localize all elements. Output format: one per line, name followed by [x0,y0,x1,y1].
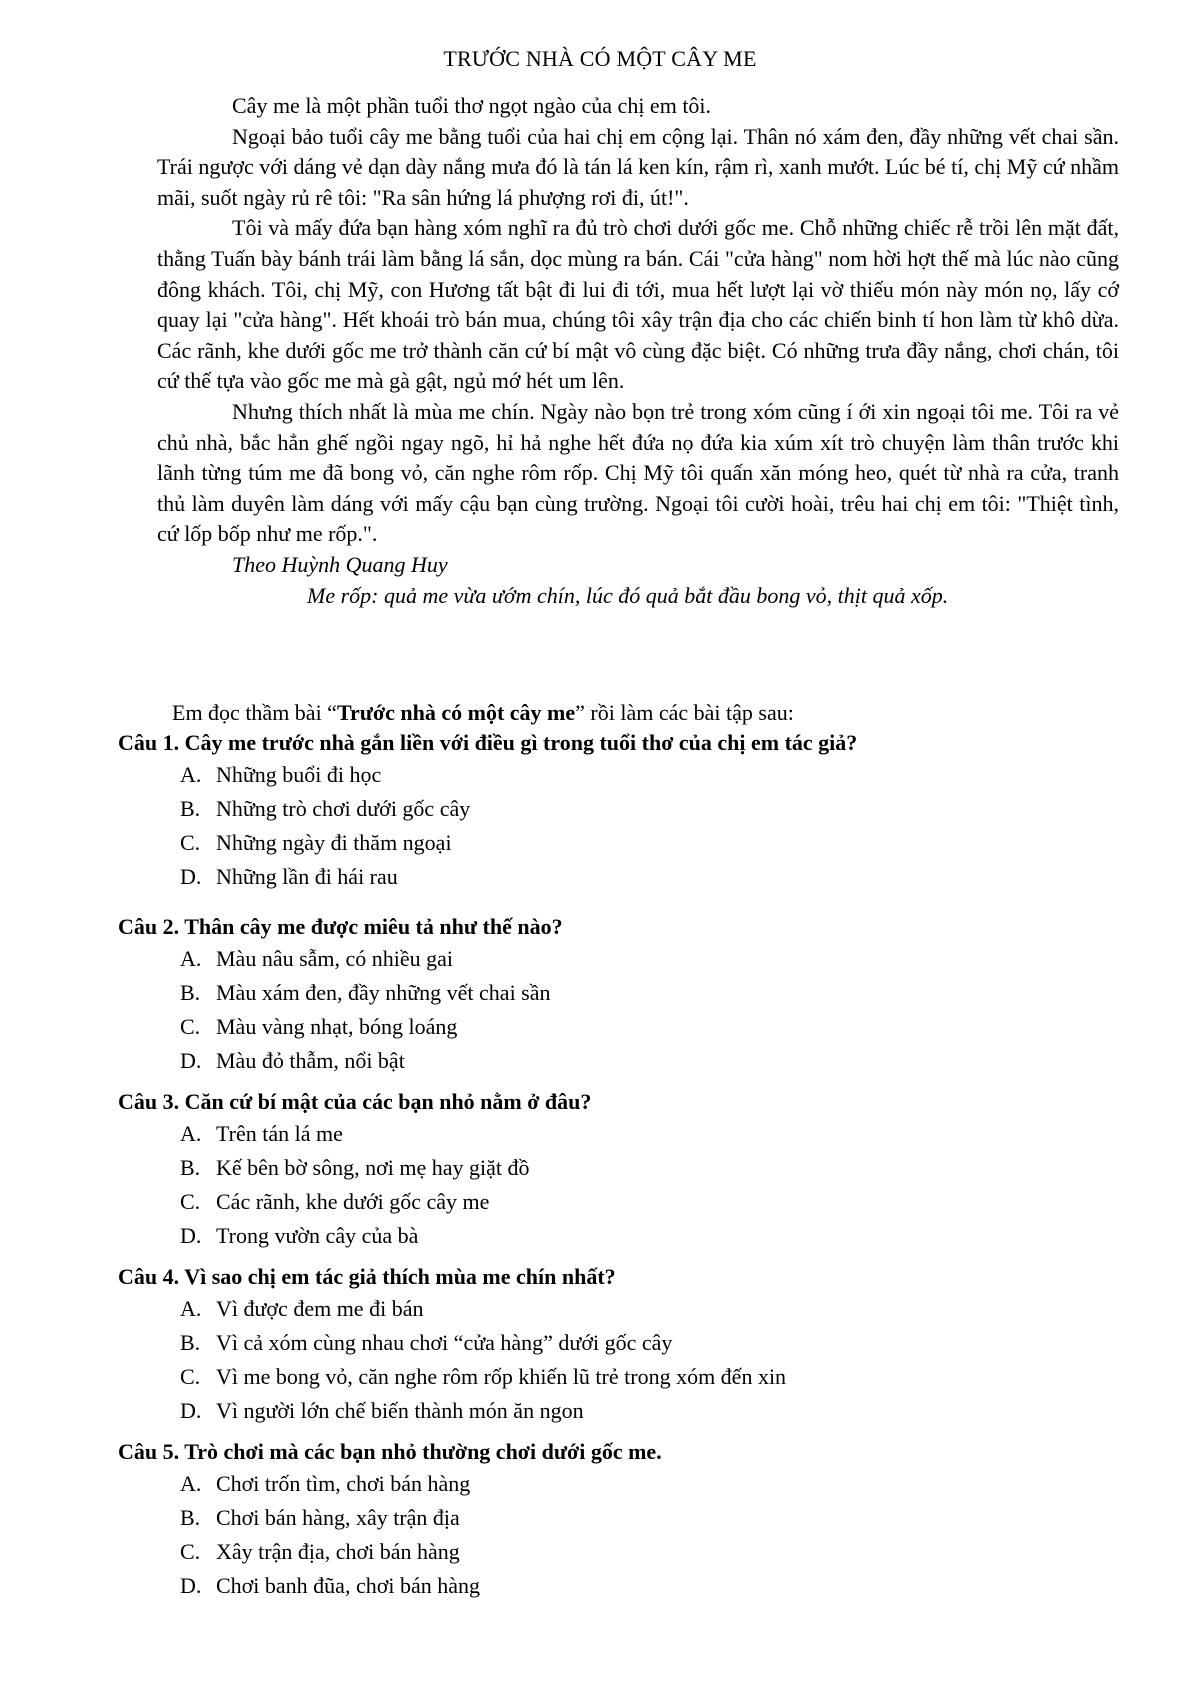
document-title: TRƯỚC NHÀ CÓ MỘT CÂY ME [443,46,757,71]
intro-prefix: Em đọc thầm bài “ [172,700,337,725]
option-letter: A. [180,762,202,787]
option-letter: C. [180,1539,201,1564]
answer-option[interactable] [118,1044,563,1078]
option-text: Màu nâu sẫm, có nhiều gai [216,946,454,971]
option-letter: C. [180,830,201,855]
option-text: Chơi trốn tìm, chơi bán hàng [216,1471,471,1496]
option-letter: D. [180,864,202,889]
option-text: Vì người lớn chế biến thành món ăn ngon [216,1398,584,1423]
answer-option[interactable] [118,1360,786,1394]
option-text: Những trò chơi dưới gốc cây [216,796,471,821]
answer-option[interactable] [118,1117,591,1151]
option-text: Vì me bong vỏ, căn nghe rôm rốp khiến lũ trẻ trong xóm đến xin [216,1364,787,1389]
option-letter: C. [180,1189,201,1214]
option-letter: D. [180,1048,202,1073]
option-text: Màu xám đen, đầy những vết chai sần [216,980,551,1005]
intro-title: Trước nhà có một cây me [336,700,576,725]
passage-attribution: Theo Huỳnh Quang Huy [232,551,448,577]
question-text: Câu 5. Trò chơi mà các bạn nhỏ thường chơi dưới gốc me. [118,1439,662,1464]
answer-option[interactable] [118,1185,591,1219]
intro-suffix: ” rồi làm các bài tập sau: [575,700,794,725]
option-text: Những buổi đi học [216,762,382,787]
answer-option[interactable] [118,792,857,826]
question-text: Câu 1. Cây me trước nhà gắn liền với điều gì trong tuổi thơ của chị em tác giả? [118,730,858,755]
option-letter: B. [180,1155,201,1180]
question-2 [118,912,563,1078]
option-text: Chơi bán hàng, xây trận địa [216,1505,460,1530]
option-letter: C. [180,1364,201,1389]
option-letter: D. [180,1223,202,1248]
option-text: Màu đỏ thẫm, nổi bật [216,1048,405,1073]
question-4 [118,1262,786,1428]
answer-option[interactable] [118,1151,591,1185]
option-text: Xây trận địa, chơi bán hàng [216,1539,460,1564]
question-1 [118,728,857,894]
option-text: Vì được đem me đi bán [216,1296,424,1321]
question-text: Câu 3. Căn cứ bí mật của các bạn nhỏ nằm ở đâu? [118,1089,592,1114]
passage-paragraph: Cây me là một phần tuổi thơ ngọt ngào của chị em tôi. [232,93,712,118]
answer-option[interactable] [118,1467,662,1501]
answer-option[interactable] [118,942,563,976]
option-letter: C. [180,1014,201,1039]
option-letter: A. [180,1296,202,1321]
passage-footnote: Me rốp: quả me vừa ướm chín, lúc đó quả bắt đầu bong vỏ, thịt quả xốp. [307,582,949,608]
option-text: Vì cả xóm cùng nhau chơi “cửa hàng” dưới gốc cây [216,1330,673,1355]
reading-passage [157,91,1119,611]
answer-option[interactable] [118,1010,563,1044]
answer-option[interactable] [118,826,857,860]
option-letter: B. [180,980,201,1005]
option-letter: D. [180,1573,202,1598]
option-text: Trên tán lá me [216,1121,343,1146]
option-letter: A. [180,1471,202,1496]
option-letter: A. [180,946,202,971]
passage-paragraph: Ngoại bảo tuổi cây me bằng tuổi của hai chị em cộng lại. Thân nó xám đen, đầy những vết chai sần. Trái ngược với dáng vẻ dạn dày nắng mưa đó là tán lá ken kín, rậm rì, xanh mướt. Lúc bé tí, chị Mỹ cứ nhầm mãi, suốt ngày rủ rê tôi: "Ra sân hứng lá phượng rơi đi, út!". [157,123,1119,210]
question-3 [118,1087,591,1253]
passage-paragraph: Nhưng thích nhất là mùa me chín. Ngày nào bọn trẻ trong xóm cũng í ới xin ngoại tôi me. Tôi ra vẻ chủ nhà, bắc hẳn ghế ngồi ngay ngõ, hỉ hả nghe hết đứa nọ đứa kia xúm xít trò chuyện làm thân trước khi lãnh từng túm me đã bong vỏ, căn nghe rôm rốp. Chị Mỹ tôi quấn xăn móng heo, quét từ nhà ra cửa, tranh thủ làm duyên làm dáng với mấy cậu bạn cùng trường. Ngoại tôi cười hoài, trêu hai chị em tôi: "Thiệt tình, cứ lốp bốp như me rốp.". [157,398,1119,547]
answer-option[interactable] [118,1394,786,1428]
answer-option[interactable] [118,1535,662,1569]
option-letter: B. [180,796,201,821]
question-text: Câu 2. Thân cây me được miêu tả như thế nào? [118,914,563,939]
answer-option[interactable] [118,1292,786,1326]
option-text: Kế bên bờ sông, nơi mẹ hay giặt đồ [216,1155,530,1180]
exercise-intro [172,698,794,728]
option-text: Các rãnh, khe dưới gốc cây me [216,1189,490,1214]
option-text: Màu vàng nhạt, bóng loáng [216,1014,458,1039]
option-letter: B. [180,1505,201,1530]
answer-option[interactable] [118,1219,591,1253]
answer-option[interactable] [118,860,857,894]
answer-option[interactable] [118,1569,662,1603]
option-letter: A. [180,1121,202,1146]
answer-option[interactable] [118,1501,662,1535]
passage-paragraph: Tôi và mấy đứa bạn hàng xóm nghĩ ra đủ trò chơi dưới gốc me. Chỗ những chiếc rễ trồi lên mặt đất, thằng Tuấn bày bánh trái làm bằng lá sắn, dọc mùng ra bán. Cái "cửa hàng" nom hời hợt thế mà lúc nào cũng đông khách. Tôi, chị Mỹ, con Hương tất bật đi lui đi tới, mua hết lượt lại vờ thiếu món này món nọ, lấy cớ quay lại "cửa hàng". Hết khoái trò bán mua, chúng tôi xây trận địa cho các chiến binh tí hon làm từ khô dừa. Các rãnh, khe dưới gốc me trở thành căn cứ bí mật vô cùng đặc biệt. Có những trưa đầy nắng, chơi chán, tôi cứ thế tựa vào gốc me mà gà gật, ngủ mớ hét um lên. [157,215,1119,394]
option-text: Trong vườn cây của bà [216,1223,419,1248]
answer-option[interactable] [118,1326,786,1360]
answer-option[interactable] [118,758,857,792]
question-text: Câu 4. Vì sao chị em tác giả thích mùa me chín nhất? [118,1264,616,1289]
answer-option[interactable] [118,976,563,1010]
question-5 [118,1437,662,1603]
option-text: Những lần đi hái rau [216,864,398,889]
option-letter: B. [180,1330,201,1355]
option-text: Chơi banh đũa, chơi bán hàng [216,1573,480,1598]
option-text: Những ngày đi thăm ngoại [216,830,452,855]
option-letter: D. [180,1398,202,1423]
